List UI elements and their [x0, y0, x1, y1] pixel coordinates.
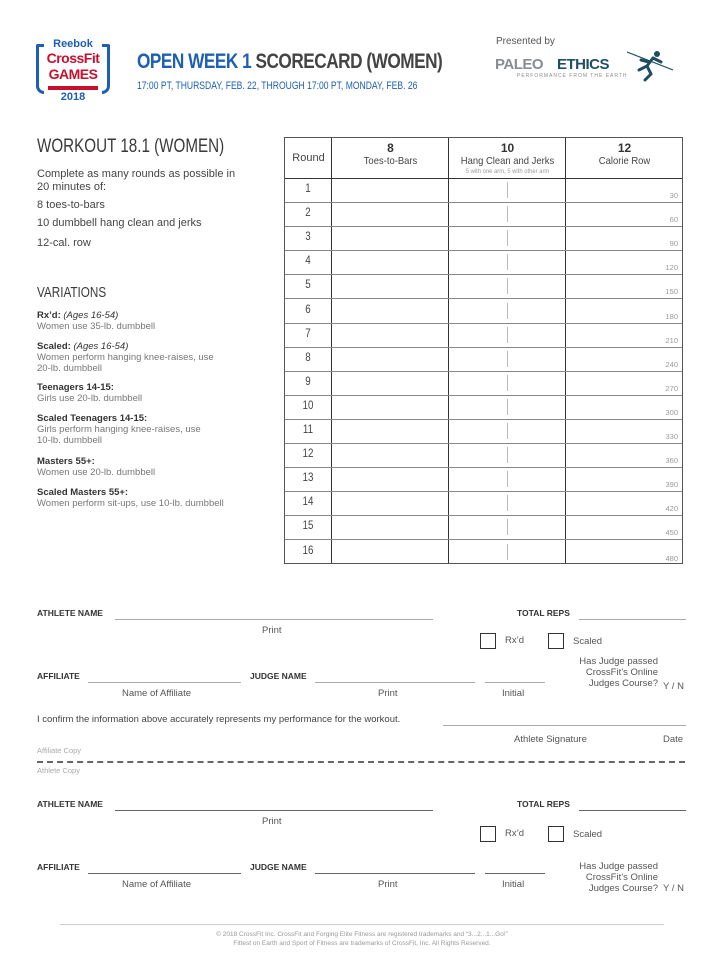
rxd-checkbox[interactable]	[480, 633, 496, 649]
variation-scaled	[37, 341, 227, 374]
affiliate-caption: Name of Affiliate	[122, 688, 192, 699]
runner-icon	[627, 48, 673, 82]
toes-to-bars-cell[interactable]	[332, 324, 449, 348]
cumulative-reps: 120	[665, 263, 678, 273]
confirmation-statement: I confirm the information above accurately represents my performance for the workout.	[37, 714, 401, 725]
toes-to-bars-cell[interactable]	[332, 516, 449, 540]
round-number: 10	[302, 399, 314, 412]
table-row	[285, 468, 682, 492]
table-row	[285, 348, 682, 372]
judge-course-question-2	[556, 861, 658, 894]
judge-course-line2: CrossFit’s Online	[585, 667, 658, 678]
scaled-checkbox[interactable]	[548, 633, 564, 649]
arm-split-divider	[507, 399, 508, 415]
movement-2: 10 dumbbell hang clean and jerks	[37, 217, 202, 229]
arm-split-divider	[507, 230, 508, 246]
toes-to-bars-cell[interactable]	[332, 348, 449, 372]
table-row	[285, 492, 682, 516]
arm-split-divider	[507, 206, 508, 222]
judge-course-line2: CrossFit’s Online	[585, 872, 658, 883]
round-number: 11	[302, 424, 314, 436]
affiliate-field-2[interactable]	[88, 873, 241, 874]
cumulative-reps: 480	[665, 553, 678, 563]
logo-tagline-bar	[48, 86, 98, 90]
total-reps-field[interactable]	[579, 619, 686, 620]
table-row	[285, 396, 682, 420]
toes-to-bars-cell[interactable]	[332, 541, 449, 565]
cumulative-reps: 90	[669, 239, 678, 249]
judge-initial-caption-2: Initial	[502, 879, 525, 890]
table-row	[285, 444, 682, 468]
cumulative-reps: 30	[669, 191, 678, 200]
affiliate-label-2: AFFILIATE	[37, 862, 80, 872]
variation-scaled-masters	[37, 487, 277, 509]
footer-divider	[60, 924, 664, 925]
judge-course-yn-2[interactable]: Y / N	[663, 883, 684, 894]
round-number: 16	[302, 544, 314, 557]
toes-to-bars-cell[interactable]	[332, 251, 449, 275]
toes-to-bars-cell[interactable]	[332, 372, 449, 396]
header-toes-to-bars	[332, 142, 449, 167]
workout-title: WORKOUT 18.1 (WOMEN)	[37, 136, 225, 157]
judge-name-field[interactable]	[315, 682, 475, 683]
round-number: 7	[305, 327, 311, 340]
table-row	[285, 300, 682, 324]
cumulative-reps: 300	[665, 407, 678, 417]
arm-split-divider	[507, 254, 508, 270]
round-number: 2	[305, 207, 311, 220]
header-reps: 12	[617, 141, 632, 155]
table-row	[285, 275, 682, 299]
affiliate-field[interactable]	[88, 682, 241, 683]
round-number: 12	[302, 448, 314, 461]
judge-name-caption-2: Print	[378, 879, 398, 890]
header-label: Hang Clean and Jerks	[460, 155, 555, 167]
footer-copyright	[100, 930, 624, 948]
variation-heading: Masters 55+:	[37, 456, 95, 467]
table-row	[285, 516, 682, 540]
judge-initial-caption: Initial	[502, 688, 525, 699]
cumulative-reps: 390	[665, 480, 678, 490]
cumulative-reps: 150	[665, 287, 678, 297]
rxd-label: Rx’d	[505, 635, 525, 646]
arm-split-divider	[507, 278, 508, 294]
header-reps: 8	[387, 141, 394, 155]
round-number: 14	[302, 496, 314, 509]
cut-line-divider	[37, 761, 685, 763]
logo-name	[42, 50, 104, 86]
variation-heading: Scaled Teenagers 14-15:	[37, 413, 148, 424]
round-number: 9	[305, 375, 311, 388]
toes-to-bars-cell[interactable]	[332, 444, 449, 468]
total-reps-label-2: TOTAL REPS	[517, 799, 570, 809]
variation-detail: Women use 35-lb. dumbbell	[37, 321, 156, 332]
header-reps: 10	[500, 141, 515, 155]
variation-detail: Girls perform hanging knee-raises, use 10-lb. dumbbell	[37, 424, 201, 446]
logo-brand: Reebok	[53, 38, 93, 50]
round-number: 6	[305, 303, 311, 316]
athlete-signature-field[interactable]	[443, 725, 686, 726]
scaled-label-2: Scaled	[573, 829, 603, 840]
movement-1: 8 toes-to-bars	[37, 199, 105, 211]
cumulative-reps: 330	[665, 432, 678, 441]
athlete-name-label: ATHLETE NAME	[37, 608, 103, 618]
arm-split-divider	[507, 495, 508, 511]
athlete-name-label-2: ATHLETE NAME	[37, 799, 103, 809]
judge-name-field-2[interactable]	[315, 873, 475, 874]
judge-course-yn[interactable]: Y / N	[663, 681, 684, 692]
header-sublabel: 5 with one arm, 5 with other arm	[465, 168, 550, 175]
athlete-signature-caption: Athlete Signature	[514, 734, 587, 745]
arm-split-divider	[507, 519, 508, 535]
logo-year: 2018	[60, 91, 86, 103]
sponsor-name-part1: PALEO	[495, 56, 544, 73]
affiliate-label: AFFILIATE	[37, 671, 80, 681]
judge-name-caption: Print	[378, 688, 398, 699]
athlete-name-caption: Print	[262, 625, 282, 636]
variation-heading: Scaled Masters 55+:	[37, 487, 129, 498]
header-round: Round	[292, 152, 325, 164]
variation-note: (Ages 16-54)	[63, 310, 119, 321]
cumulative-reps: 240	[665, 359, 678, 369]
variation-heading: Rx’d:	[37, 310, 61, 321]
total-reps-field-2[interactable]	[579, 810, 686, 811]
athlete-name-caption-2: Print	[262, 816, 282, 827]
toes-to-bars-cell[interactable]	[332, 300, 449, 324]
table-row	[285, 372, 682, 396]
round-number: 4	[305, 255, 311, 268]
judge-name-label-2: JUDGE NAME	[250, 862, 307, 872]
judge-initial-field-2[interactable]	[485, 873, 545, 874]
judge-course-question	[556, 656, 658, 689]
variation-scaled-teenagers	[37, 413, 212, 446]
variation-note: (Ages 16-54)	[73, 341, 129, 352]
cumulative-reps: 60	[669, 215, 678, 225]
scaled-checkbox-2[interactable]	[548, 826, 564, 842]
toes-to-bars-cell[interactable]	[332, 396, 449, 420]
calorie-row-cell[interactable]	[566, 179, 683, 203]
arm-split-divider	[507, 351, 508, 367]
judge-course-line3: Judges Course?	[588, 678, 658, 689]
sponsor-tagline: PERFORMANCE FROM THE EARTH	[517, 73, 628, 79]
variation-teenagers	[37, 382, 277, 404]
sponsor-name-part2: ETHICS	[557, 56, 610, 73]
judge-name-label: JUDGE NAME	[250, 671, 307, 681]
page-title	[137, 50, 442, 74]
variation-masters	[37, 456, 277, 478]
logo-name-line2: GAMES	[48, 66, 98, 82]
total-reps-label: TOTAL REPS	[517, 608, 570, 618]
rxd-checkbox-2[interactable]	[480, 826, 496, 842]
arm-split-divider	[507, 182, 508, 198]
variation-detail: Women perform hanging knee-raises, use 20-lb. dumbbell	[37, 352, 214, 374]
arm-split-divider	[507, 471, 508, 487]
score-table	[284, 137, 683, 564]
header-label: Calorie Row	[598, 155, 651, 167]
arm-split-divider	[507, 423, 508, 439]
arm-split-divider	[507, 544, 508, 560]
variation-detail: Women perform sit-ups, use 10-lb. dumbbell	[37, 498, 224, 509]
table-row	[285, 420, 682, 444]
judge-course-line3: Judges Course?	[588, 883, 658, 894]
title-highlight: OPEN WEEK 1	[137, 50, 252, 73]
toes-to-bars-cell[interactable]	[332, 179, 449, 203]
table-header	[285, 138, 682, 179]
header-hang-clean-jerks	[449, 142, 566, 176]
logo-name-line1: CrossFit	[46, 50, 100, 66]
cumulative-reps: 180	[665, 311, 678, 321]
title-rest: SCORECARD (WOMEN)	[251, 50, 443, 73]
table-row	[285, 203, 682, 227]
presented-by-label: Presented by	[496, 36, 555, 47]
sponsor-logo	[495, 56, 675, 86]
header-label: Toes-to-Bars	[363, 155, 418, 167]
rxd-label-2: Rx’d	[505, 828, 525, 839]
arm-split-divider	[507, 447, 508, 463]
scaled-label: Scaled	[573, 636, 603, 647]
toes-to-bars-cell[interactable]	[332, 203, 449, 227]
page-subtitle: 17:00 PT, THURSDAY, FEB. 22, THROUGH 17:00 PT, MONDAY, FEB. 26	[137, 80, 418, 92]
date-caption: Date	[663, 734, 684, 745]
variation-detail: Women use 20-lb. dumbbell	[37, 467, 156, 478]
judge-course-line1: Has Judge passed	[579, 656, 658, 667]
athlete-name-field-2[interactable]	[115, 810, 433, 811]
cumulative-reps: 210	[665, 335, 678, 345]
calorie-row-cell[interactable]	[566, 203, 683, 227]
table-row	[285, 251, 682, 275]
arm-split-divider	[507, 327, 508, 343]
table-row	[285, 179, 682, 203]
variation-heading: Teenagers 14-15:	[37, 382, 114, 393]
toes-to-bars-cell[interactable]	[332, 468, 449, 492]
variations-title: VARIATIONS	[37, 284, 107, 301]
cumulative-reps: 420	[665, 504, 678, 514]
footer-line1: © 2018 CrossFit Inc. CrossFit and Forging Elite Fitness are registered trademarks and “3...2...1...Go!”	[216, 931, 508, 938]
table-row	[285, 227, 682, 251]
round-number: 5	[305, 279, 311, 292]
round-number: 3	[305, 231, 311, 244]
cumulative-reps: 450	[665, 528, 678, 538]
table-row	[285, 324, 682, 348]
affiliate-copy-label: Affiliate Copy	[37, 746, 82, 755]
round-number: 8	[305, 351, 311, 364]
toes-to-bars-cell[interactable]	[332, 275, 449, 299]
header-calorie-row	[566, 142, 683, 167]
judge-course-line1: Has Judge passed	[579, 861, 658, 872]
round-number: 13	[302, 472, 314, 485]
toes-to-bars-cell[interactable]	[332, 420, 449, 444]
workout-description: Complete as many rounds as possible in 20 minutes of:	[37, 168, 236, 193]
judge-initial-field[interactable]	[485, 682, 545, 683]
affiliate-caption-2: Name of Affiliate	[122, 879, 192, 890]
cumulative-reps: 360	[665, 456, 678, 466]
arm-split-divider	[507, 303, 508, 319]
crossfit-games-logo	[36, 38, 110, 104]
variation-rxd	[37, 310, 277, 332]
table-row	[285, 541, 682, 565]
athlete-copy-label: Athlete Copy	[37, 766, 80, 775]
toes-to-bars-cell[interactable]	[332, 227, 449, 251]
movement-3: 12-cal. row	[37, 237, 91, 249]
variation-detail: Girls use 20-lb. dumbbell	[37, 393, 143, 404]
calorie-row-cell[interactable]	[566, 227, 683, 251]
athlete-name-field[interactable]	[115, 619, 433, 620]
variation-heading: Scaled:	[37, 341, 71, 352]
footer-line2: Fittest on Earth and Sport of Fitness are trademarks of CrossFit, Inc. All Rights Reserved.	[233, 940, 491, 947]
round-number: 15	[302, 520, 314, 533]
cumulative-reps: 270	[665, 383, 678, 393]
toes-to-bars-cell[interactable]	[332, 492, 449, 516]
arm-split-divider	[507, 375, 508, 391]
round-number: 1	[305, 183, 311, 195]
